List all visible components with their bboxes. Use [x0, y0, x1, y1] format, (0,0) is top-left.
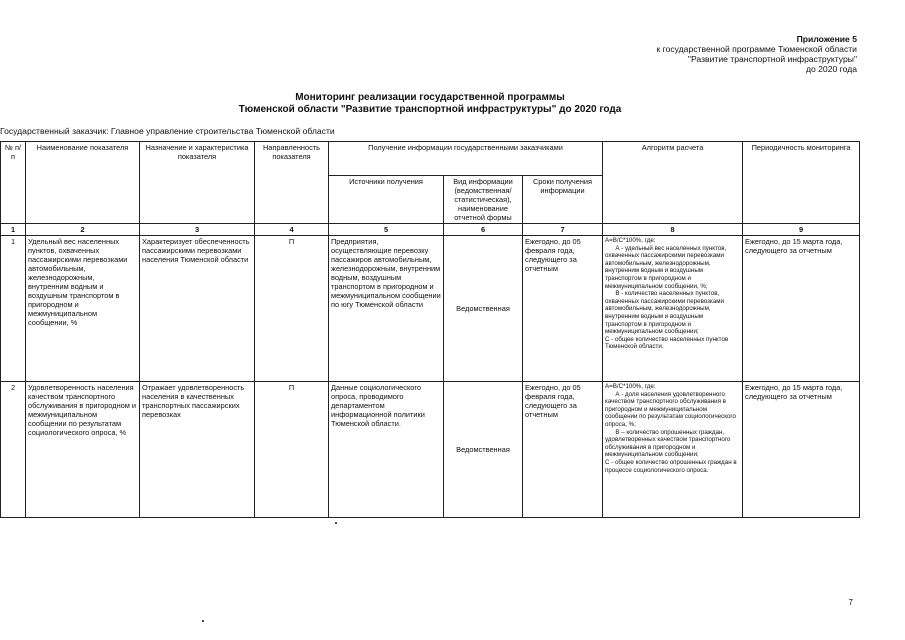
row-purpose: Характеризует обеспеченность пассажирскими перевозками населения Тюменской области	[140, 236, 255, 382]
header-num: № п/п	[1, 142, 26, 224]
column-number: 8	[603, 224, 743, 236]
monitoring-table	[0, 141, 860, 518]
column-number: 1	[1, 224, 26, 236]
column-numbers-row	[1, 224, 860, 236]
page-number: 7	[848, 598, 853, 607]
appendix-number: Приложение 5	[796, 34, 857, 44]
header-purpose: Назначение и характеристика показателя	[140, 142, 255, 224]
page-title	[0, 92, 860, 116]
header-kind: Вид информации (ведомственная/ статистическая), наименование отчетной формы	[444, 176, 523, 224]
appendix-line-3: до 2020 года	[805, 64, 857, 74]
appendix-line-2: "Развитие транспортной инфраструктуры"	[687, 54, 857, 64]
row-purpose: Отражает удовлетворенность населения в качественных транспортных пассажирских перевозках	[140, 382, 255, 518]
row-algorithm: А=В/С*100%, где: А - удельный вес населенных пунктов, охваченных пассажирскими перевозками автомобильным, железнодорожным, внутренним водным и воздушным транспортом в пригородном и межмуниципальном сообщении, %; В - количество населенных пунктов, охваченных пассажирскими перевозками автомобильным, железнодорожным, внутренним водным и воздушным транспортом в пригородном и межмуниципальном сообщении; С - общее количество населенных пунктов Тюменской области.	[603, 236, 743, 382]
row-sources: Предприятия, осуществляющие перевозку пассажиров автомобильным, железнодорожным, внутренним водным, воздушным транспортом в пригородном и межмуниципальном сообщении по югу Тюменской области	[329, 236, 444, 382]
row-name: Удовлетворенность населения качеством транспортного обслуживания в пригородном и межмуниципальном сообщении по результатам социологического опроса, %	[26, 382, 140, 518]
table-row	[1, 236, 860, 382]
row-name: Удельный вес населенных пунктов, охваченных пассажирскими перевозками автомобильным, железнодорожным, внутренним водным и воздушным транспортом в пригородном и межмуниципальном сообщении, %	[26, 236, 140, 382]
row-terms: Ежегодно, до 05 февраля года, следующего за отчетным	[523, 382, 603, 518]
row-algorithm: А=В/С*100%, где: А - доля населения удовлетворенного качеством транспортного обслуживания в пригородном и межмуниципальном сообщении по результатам социологического опроса, %; В – количество опрошенных граждан, удовлетворенных качеством транспортного обслуживания в пригородном и межмуниципальном сообщении; С - общее количество опрошенных граждан в процессе социологического опроса.	[603, 382, 743, 518]
column-number: 6	[444, 224, 523, 236]
row-kind: Ведомственная	[444, 236, 523, 382]
title-line-1: Мониторинг реализации государственной программы	[295, 92, 565, 103]
header-name: Наименование показателя	[26, 142, 140, 224]
column-number: 5	[329, 224, 444, 236]
row-num: 2	[1, 382, 26, 518]
appendix-note	[656, 34, 857, 74]
row-kind: Ведомственная	[444, 382, 523, 518]
column-number: 4	[255, 224, 329, 236]
title-line-2: Тюменской области "Развитие транспортной инфраструктуры" до 2020 года	[238, 104, 622, 115]
appendix-line-1: к государственной программе Тюменской области	[656, 44, 857, 54]
header-info-group: Получение информации государственными заказчиками	[329, 142, 603, 176]
row-direction: П	[255, 236, 329, 382]
row-periodicity: Ежегодно, до 15 марта года, следующего за отчетным	[743, 236, 860, 382]
row-periodicity: Ежегодно, до 15 марта года, следующего за отчетным	[743, 382, 860, 518]
header-periodicity: Периодичность мониторинга	[743, 142, 860, 224]
column-number: 9	[743, 224, 860, 236]
header-algorithm: Алгоритм расчета	[603, 142, 743, 224]
header-direction: Направленность показателя	[255, 142, 329, 224]
scan-speck	[202, 620, 204, 622]
column-number: 3	[140, 224, 255, 236]
header-terms: Сроки получения информации	[523, 176, 603, 224]
table-row	[1, 382, 860, 518]
column-number: 7	[523, 224, 603, 236]
row-terms: Ежегодно, до 05 февраля года, следующего за отчетным	[523, 236, 603, 382]
header-sources: Источники получения	[329, 176, 444, 224]
row-direction: П	[255, 382, 329, 518]
row-num: 1	[1, 236, 26, 382]
column-number: 2	[26, 224, 140, 236]
state-customer: Государственный заказчик: Главное управление строительства Тюменской области	[0, 126, 335, 136]
scan-speck	[335, 522, 337, 524]
row-sources: Данные социологического опроса, проводимого департаментом информационной политики Тюменской области.	[329, 382, 444, 518]
